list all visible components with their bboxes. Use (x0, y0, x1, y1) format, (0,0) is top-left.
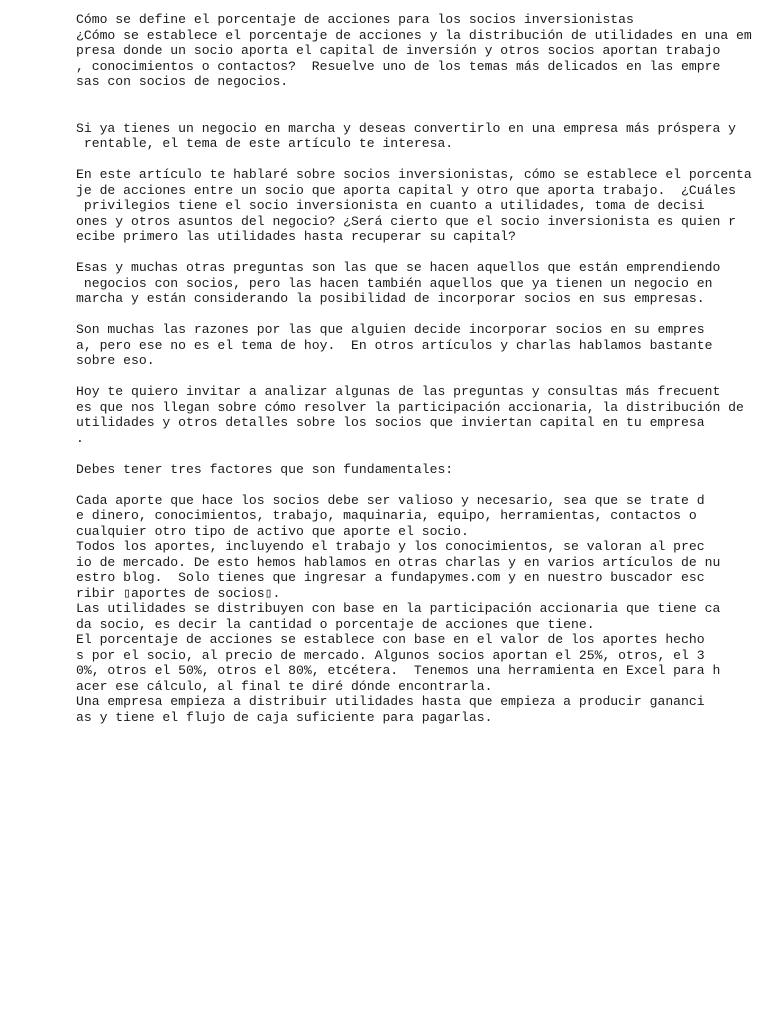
text-line: ecibe primero las utilidades hasta recuperar su capital? (76, 229, 517, 244)
paragraph (76, 322, 768, 369)
text-line: acer ese cálculo, al final te diré dónde encontrarla. (76, 678, 493, 694)
paragraph-spacer (76, 369, 768, 385)
text-line: ribir ▯aportes de socios▯. (76, 585, 281, 601)
text-line: rentable, el tema de este artículo te interesa. (76, 136, 454, 151)
text-line: da socio, es decir la cantidad o porcentaje de acciones que tiene. (76, 616, 595, 632)
text-line: 0%, otros el 50%, otros el 80%, etcétera. Tenemos una herramienta en Excel para h (76, 663, 721, 678)
text-line: je de acciones entre un socio que aporta capital y otro que aporta trabajo. ¿Cuáles (76, 182, 737, 198)
text-line: Cómo se define el porcentaje de acciones para los socios inversionistas (76, 12, 634, 27)
text-line: marcha y están considerando la posibilidad de incorporar socios en sus empresas. (76, 291, 705, 306)
text-line: utilidades y otros detalles sobre los socios que inviertan capital en tu empresa (76, 415, 705, 430)
text-line: estro blog. Solo tienes que ingresar a fundapymes.com y en nuestro buscador esc (76, 570, 705, 585)
paragraph (76, 121, 768, 152)
paragraph (76, 493, 768, 726)
text-line: privilegios tiene el socio inversionista en cuanto a utilidades, toma de decisi (76, 198, 705, 213)
text-line: Debes tener tres factores que son fundamentales: (76, 461, 454, 477)
text-line: Hoy te quiero invitar a analizar algunas de las preguntas y consultas más frecuent (76, 384, 721, 399)
text-line: ¿Cómo se establece el porcentaje de acciones y la distribución de utilidades en una em (76, 27, 752, 43)
text-line: io de mercado. De esto hemos hablamos en otras charlas y en varios artículos de nu (76, 554, 721, 570)
paragraph-spacer (76, 105, 768, 121)
text-line: a, pero ese no es el tema de hoy. En otros artículos y charlas hablamos bastante (76, 337, 713, 353)
text-line: Una empresa empieza a distribuir utilidades hasta que empieza a producir gananci (76, 694, 705, 709)
text-line: presa donde un socio aporta el capital de inversión y otros socios aportan trabajo (76, 43, 721, 58)
text-line: as y tiene el flujo de caja suficiente para pagarlas. (76, 709, 493, 725)
paragraph-spacer (76, 90, 768, 106)
text-line: El porcentaje de acciones se establece con base en el valor de los aportes hecho (76, 632, 705, 647)
text-line: . (76, 430, 84, 446)
text-line: Las utilidades se distribuyen con base en la participación accionaria que tiene ca (76, 601, 721, 616)
text-line: , conocimientos o contactos? Resuelve uno de los temas más delicados en las empre (76, 58, 721, 74)
paragraph-spacer (76, 152, 768, 168)
paragraph-spacer (76, 307, 768, 323)
text-line: Si ya tienes un negocio en marcha y deseas convertirlo en una empresa más próspera y (76, 120, 737, 136)
paragraph-spacer (76, 477, 768, 493)
paragraph-spacer (76, 245, 768, 261)
text-line: e dinero, conocimientos, trabajo, maquinaria, equipo, herramientas, contactos o (76, 508, 697, 523)
text-line: sas con socios de negocios. (76, 74, 289, 89)
paragraph (76, 12, 768, 90)
paragraph (76, 384, 768, 446)
text-line: En este artículo te hablaré sobre socios inversionistas, cómo se establece el porcenta (76, 167, 752, 182)
text-line: s por el socio, al precio de mercado. Algunos socios aportan el 25%, otros, el 3 (76, 647, 705, 663)
paragraph (76, 260, 768, 307)
text-line: Cada aporte que hace los socios debe ser valioso y necesario, sea que se trate d (76, 492, 705, 508)
text-line: Todos los aportes, incluyendo el trabajo y los conocimientos, se valoran al prec (76, 539, 705, 554)
paragraph (76, 462, 768, 478)
text-line: cualquier otro tipo de activo que aporte el socio. (76, 523, 469, 539)
text-line: Son muchas las razones por las que alguien decide incorporar socios en su empres (76, 322, 705, 337)
text-line: Esas y muchas otras preguntas son las que se hacen aquellos que están emprendiendo (76, 260, 721, 275)
text-line: negocios con socios, pero las hacen también aquellos que ya tienen un negocio en (76, 275, 713, 291)
text-line: es que nos llegan sobre cómo resolver la participación accionaria, la distribución de (76, 399, 744, 415)
paragraph (76, 167, 768, 245)
paragraph-spacer (76, 446, 768, 462)
text-line: sobre eso. (76, 353, 155, 368)
text-line: ones y otros asuntos del negocio? ¿Será cierto que el socio inversionista es quien r (76, 213, 737, 229)
